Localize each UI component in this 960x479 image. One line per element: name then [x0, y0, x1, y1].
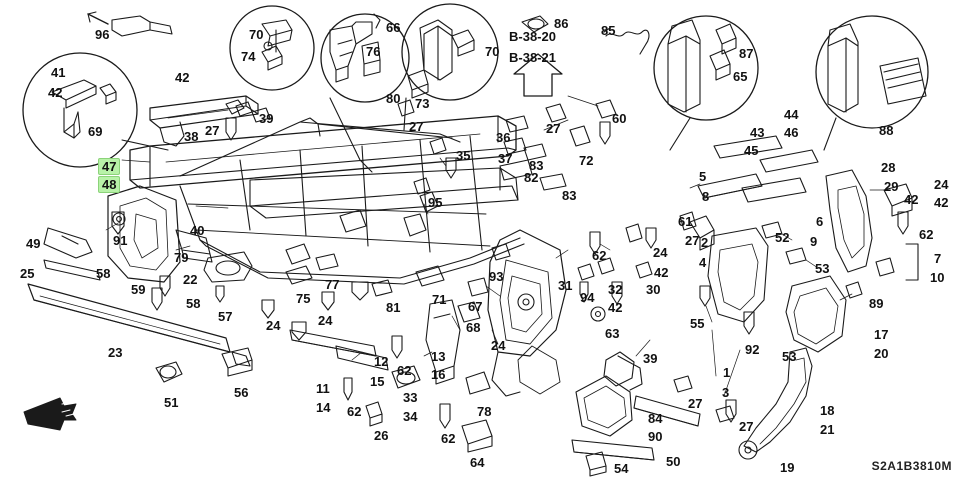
- callout-number-51[interactable]: 51: [164, 395, 179, 410]
- callout-number-53[interactable]: 53: [815, 261, 830, 276]
- callout-number-27[interactable]: 27: [739, 419, 754, 434]
- callout-number-50[interactable]: 50: [666, 454, 681, 469]
- callout-number-1[interactable]: 1: [723, 365, 731, 380]
- callout-number-11[interactable]: 11: [316, 381, 330, 396]
- callout-number-38[interactable]: 38: [184, 129, 199, 144]
- callout-number-26[interactable]: 26: [374, 428, 389, 443]
- callout-number-56[interactable]: 56: [234, 385, 249, 400]
- callout-number-81[interactable]: 81: [386, 300, 401, 315]
- callout-number-88[interactable]: 88: [879, 123, 894, 138]
- callout-number-80[interactable]: 80: [386, 91, 401, 106]
- callout-number-42[interactable]: 42: [904, 192, 919, 207]
- callout-number-18[interactable]: 18: [820, 403, 835, 418]
- callout-number-58[interactable]: 58: [186, 296, 201, 311]
- callout-number-62[interactable]: 62: [347, 404, 362, 419]
- callout-number-58[interactable]: 58: [96, 266, 111, 281]
- callout-number-92[interactable]: 92: [745, 342, 760, 357]
- callout-number-89[interactable]: 89: [869, 296, 884, 311]
- callout-number-75[interactable]: 75: [296, 291, 311, 306]
- callout-number-90[interactable]: 90: [648, 429, 663, 444]
- callout-number-15[interactable]: 15: [370, 374, 385, 389]
- callout-number-14[interactable]: 14: [316, 400, 331, 415]
- callout-number-29[interactable]: 29: [884, 179, 899, 194]
- callout-number-30[interactable]: 30: [646, 282, 661, 297]
- callout-number-22[interactable]: 22: [183, 272, 198, 287]
- callout-number-39[interactable]: 39: [259, 111, 274, 126]
- callout-number-82[interactable]: 82: [524, 170, 539, 185]
- callout-number-74[interactable]: 74: [241, 49, 256, 64]
- callout-number-42[interactable]: 42: [608, 300, 623, 315]
- callout-number-42[interactable]: 42: [934, 195, 949, 210]
- callout-number-39[interactable]: 39: [643, 351, 658, 366]
- callout-number-32[interactable]: 32: [608, 282, 623, 297]
- callout-number-12[interactable]: 12: [374, 354, 389, 369]
- callout-number-86[interactable]: 86: [554, 16, 569, 31]
- callout-number-24[interactable]: 24: [318, 313, 333, 328]
- callout-number-78[interactable]: 78: [477, 404, 492, 419]
- callout-number-84[interactable]: 84: [648, 411, 663, 426]
- callout-number-59[interactable]: 59: [131, 282, 146, 297]
- callout-number-62[interactable]: 62: [441, 431, 456, 446]
- callout-number-70[interactable]: 70: [485, 44, 500, 59]
- callout-number-76[interactable]: 76: [366, 44, 381, 59]
- callout-number-87[interactable]: 87: [739, 46, 754, 61]
- callout-number-42[interactable]: 42: [175, 70, 190, 85]
- callout-number-31[interactable]: 31: [558, 278, 573, 293]
- callout-number-43[interactable]: 43: [750, 125, 765, 140]
- callout-number-52[interactable]: 52: [775, 230, 790, 245]
- callout-number-62[interactable]: 62: [592, 248, 607, 263]
- callout-number-34[interactable]: 34: [403, 409, 418, 424]
- callout-number-42[interactable]: 42: [48, 85, 63, 100]
- callout-number-35[interactable]: 35: [456, 148, 471, 163]
- callout-number-3[interactable]: 3: [722, 385, 730, 400]
- callout-number-96[interactable]: 96: [95, 27, 110, 42]
- callout-number-77[interactable]: 77: [325, 277, 340, 292]
- callout-number-44[interactable]: 44: [784, 107, 799, 122]
- callout-number-40[interactable]: 40: [190, 223, 205, 238]
- callout-number-24[interactable]: 24: [266, 318, 281, 333]
- reference-label-b-38-21[interactable]: B-38-21: [509, 50, 556, 65]
- callout-number-24[interactable]: 24: [653, 245, 668, 260]
- callout-number-57[interactable]: 57: [218, 309, 233, 324]
- callout-number-13[interactable]: 13: [431, 349, 446, 364]
- callout-number-37[interactable]: 37: [498, 151, 513, 166]
- callout-number-93[interactable]: 93: [489, 269, 504, 284]
- callout-number-68[interactable]: 68: [466, 320, 481, 335]
- callout-number-17[interactable]: 17: [874, 327, 889, 342]
- callout-number-27[interactable]: 27: [205, 123, 220, 138]
- callout-number-2[interactable]: 2: [701, 235, 709, 250]
- callout-number-10[interactable]: 10: [930, 270, 945, 285]
- callout-number-63[interactable]: 63: [605, 326, 620, 341]
- callout-number-33[interactable]: 33: [403, 390, 418, 405]
- highlighted-callout-48[interactable]: 48: [98, 176, 120, 193]
- callout-number-67[interactable]: 67: [468, 299, 483, 314]
- callout-number-41[interactable]: 41: [51, 65, 66, 80]
- highlighted-callout-47[interactable]: 47: [98, 158, 120, 175]
- callout-number-4[interactable]: 4: [699, 255, 707, 270]
- callout-number-62[interactable]: 62: [397, 363, 412, 378]
- callout-number-46[interactable]: 46: [784, 125, 799, 140]
- callout-number-8[interactable]: 8: [702, 189, 710, 204]
- callout-number-85[interactable]: 85: [601, 23, 616, 38]
- callout-number-62[interactable]: 62: [919, 227, 934, 242]
- reference-label-b-38-20[interactable]: B-38-20: [509, 29, 556, 44]
- callout-number-20[interactable]: 20: [874, 346, 889, 361]
- callout-number-21[interactable]: 21: [820, 422, 835, 437]
- callout-number-25[interactable]: 25: [20, 266, 35, 281]
- callout-number-64[interactable]: 64: [470, 455, 485, 470]
- callout-number-9[interactable]: 9: [810, 234, 818, 249]
- callout-number-24[interactable]: 24: [491, 338, 506, 353]
- callout-number-73[interactable]: 73: [415, 96, 430, 111]
- callout-number-61[interactable]: 61: [678, 214, 693, 229]
- callout-number-28[interactable]: 28: [881, 160, 896, 175]
- callout-number-53[interactable]: 53: [782, 349, 797, 364]
- callout-number-83[interactable]: 83: [529, 158, 544, 173]
- callout-number-71[interactable]: 71: [432, 292, 447, 307]
- callout-number-60[interactable]: 60: [612, 111, 627, 126]
- callout-number-36[interactable]: 36: [496, 130, 511, 145]
- diagram-watermark: S2A1B3810M: [871, 459, 952, 473]
- callout-number-6[interactable]: 6: [816, 214, 824, 229]
- callout-number-27[interactable]: 27: [546, 121, 561, 136]
- callout-number-49[interactable]: 49: [26, 236, 41, 251]
- callout-number-66[interactable]: 66: [386, 20, 401, 35]
- callout-number-5[interactable]: 5: [699, 169, 707, 184]
- callout-number-45[interactable]: 45: [744, 143, 759, 158]
- callout-number-23[interactable]: 23: [108, 345, 123, 360]
- callout-number-42[interactable]: 42: [654, 265, 669, 280]
- callout-number-91[interactable]: 91: [113, 233, 128, 248]
- callout-number-79[interactable]: 79: [174, 250, 189, 265]
- callout-number-54[interactable]: 54: [614, 461, 629, 476]
- callout-number-70[interactable]: 70: [249, 27, 264, 42]
- callout-number-83[interactable]: 83: [562, 188, 577, 203]
- callout-number-24[interactable]: 24: [934, 177, 949, 192]
- callout-number-72[interactable]: 72: [579, 153, 594, 168]
- callout-number-95[interactable]: 95: [428, 195, 443, 210]
- callout-number-7[interactable]: 7: [934, 251, 942, 266]
- callout-number-27[interactable]: 27: [688, 396, 703, 411]
- callout-number-69[interactable]: 69: [88, 124, 103, 139]
- callout-number-94[interactable]: 94: [580, 290, 595, 305]
- callout-number-65[interactable]: 65: [733, 69, 748, 84]
- callout-number-55[interactable]: 55: [690, 316, 705, 331]
- callout-number-27[interactable]: 27: [685, 233, 700, 248]
- callout-number-16[interactable]: 16: [431, 367, 446, 382]
- callout-number-27[interactable]: 27: [409, 119, 424, 134]
- callout-number-19[interactable]: 19: [780, 460, 795, 475]
